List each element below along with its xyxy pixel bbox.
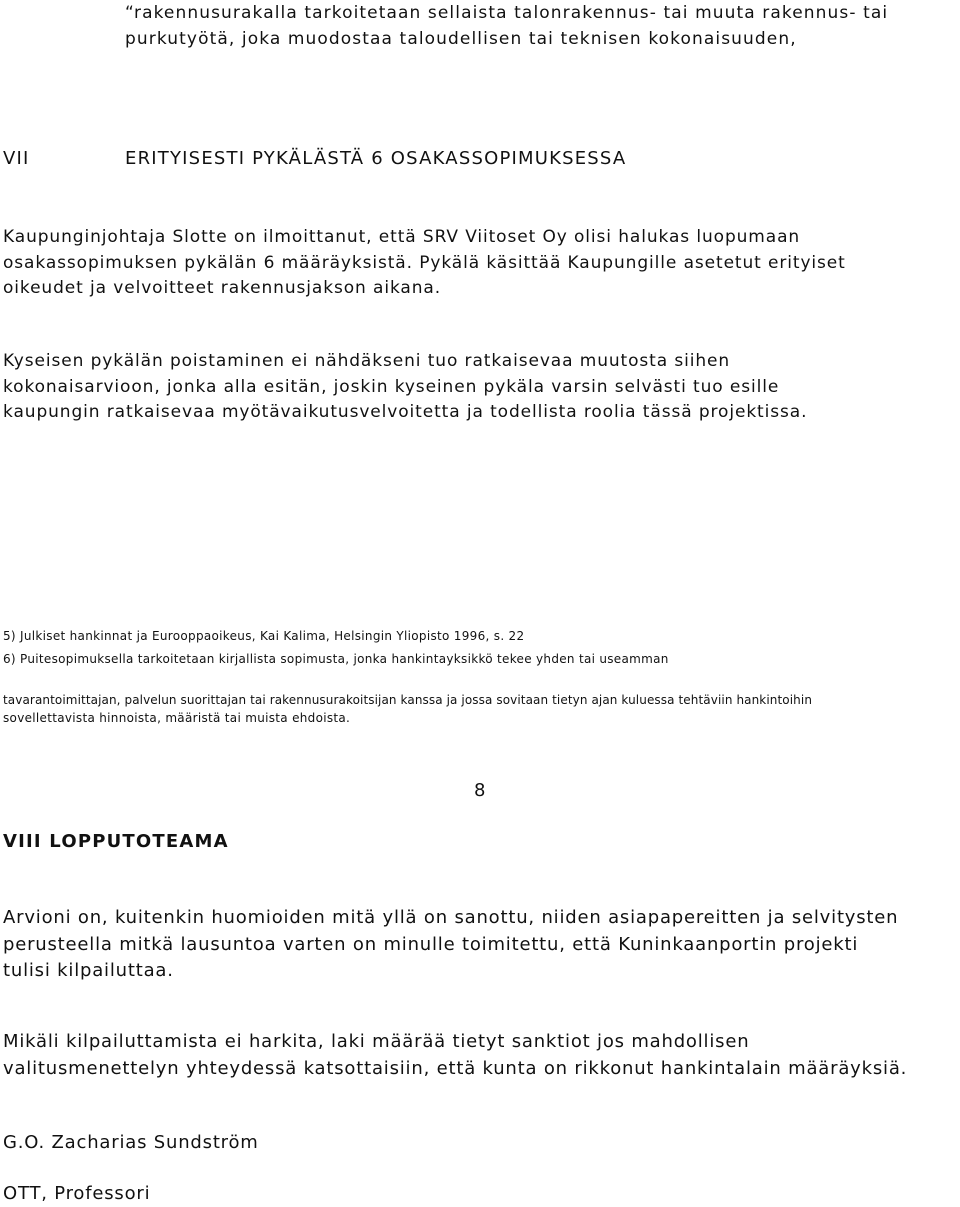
section-7-para2-line2: kokonaisarvioon, jonka alla esitän, joskin kyseinen pykäla varsin selvästi tuo esille — [3, 377, 780, 397]
section-8-para1-line3: tulisi kilpailuttaa. — [3, 960, 174, 981]
section-7-title: ERITYISESTI PYKÄLÄSTÄ 6 OSAKASSOPIMUKSESSA — [125, 148, 627, 169]
section-7-para1-line1: Kaupunginjohtaja Slotte on ilmoittanut, että SRV Viitoset Oy olisi halukas luopumaan — [3, 227, 801, 247]
footnote-6-line3: sovellettavista hinnoista, määristä tai muista ehdoista. — [3, 711, 351, 725]
section-8-para1-line2: perusteella mitkä lausuntoa varten on minulle toimitettu, että Kuninkaanportin projekti — [3, 934, 859, 955]
section-8-para2-line2: valitusmenettelyn yhteydessä katsottaisiin, että kunta on rikkonut hankintalain määräyksiä. — [3, 1058, 908, 1079]
signature-title: OTT, Professori — [3, 1183, 151, 1204]
footnote-5: 5) Julkiset hankinnat ja Eurooppaoikeus, Kai Kalima, Helsingin Yliopisto 1996, s. 22 — [3, 629, 525, 643]
section-8-para1-line1: Arvioni on, kuitenkin huomioiden mitä yllä on sanottu, niiden asiapapereitten ja selvitysten — [3, 907, 899, 928]
section-7-number: VII — [3, 148, 30, 169]
quote-line-1: “rakennusurakalla tarkoitetaan sellaista talonrakennus- tai muuta rakennus- tai — [125, 3, 889, 23]
section-7-para2-line1: Kyseisen pykälän poistaminen ei nähdäkseni tuo ratkaisevaa muutosta siihen — [3, 351, 731, 371]
signature-name: G.O. Zacharias Sundström — [3, 1132, 259, 1153]
section-8-heading: VIII LOPPUTOTEAMA — [3, 831, 229, 852]
section-7-para1-line3: oikeudet ja velvoitteet rakennusjakson aikana. — [3, 278, 442, 298]
section-7-para2-line3: kaupungin ratkaisevaa myötävaikutusvelvoitetta ja todellista roolia tässä projektissa. — [3, 402, 808, 422]
page-number: 8 — [474, 780, 486, 801]
quote-line-2: purkutyötä, joka muodostaa taloudellisen tai teknisen kokonaisuuden, — [125, 29, 797, 49]
section-8-para2-line1: Mikäli kilpailuttamista ei harkita, laki määrää tietyt sanktiot jos mahdollisen — [3, 1031, 750, 1052]
section-7-para1-line2: osakassopimuksen pykälän 6 määräyksistä. Pykälä käsittää Kaupungille asetetut erityiset — [3, 253, 846, 273]
footnote-6-line1: 6) Puitesopimuksella tarkoitetaan kirjallista sopimusta, jonka hankintayksikkö tekee yhden tai useamman — [3, 652, 669, 666]
footnote-6-line2: tavarantoimittajan, palvelun suorittajan tai rakennusurakoitsijan kanssa ja jossa sovitaan tietyn ajan kuluessa tehtäviin hankintoihin — [3, 693, 813, 707]
